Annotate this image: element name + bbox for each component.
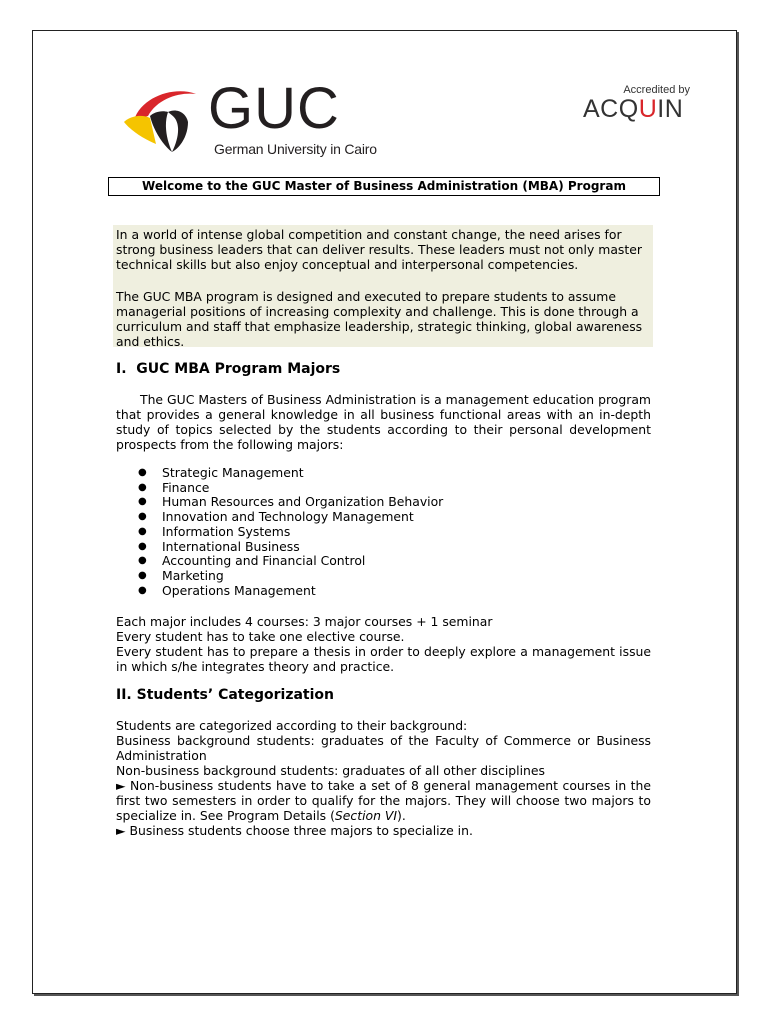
business-background-line: Business background students: graduates of the Faculty of Commerce or Business Administration xyxy=(116,733,651,763)
list-item xyxy=(116,554,616,569)
bullet-icon: ● xyxy=(138,467,147,478)
section-1-heading xyxy=(116,361,340,377)
section-2-heading xyxy=(116,687,334,703)
major-label: Information Systems xyxy=(162,523,291,539)
bullet-icon: ● xyxy=(138,584,147,596)
non-business-bullet-end: ). xyxy=(397,808,406,823)
bullet-icon: ● xyxy=(138,525,147,537)
list-item xyxy=(116,495,616,510)
categorization-intro: Students are categorized according to their background: xyxy=(116,718,468,733)
bullet-icon: ● xyxy=(138,555,147,567)
list-item xyxy=(116,525,616,540)
bullet-icon: ● xyxy=(138,496,147,508)
major-label: Strategic Management xyxy=(162,465,304,480)
bullet-icon: ● xyxy=(138,569,147,581)
acquin-part1: ACQ xyxy=(583,95,639,123)
list-item xyxy=(116,569,616,584)
major-label: International Business xyxy=(162,538,300,554)
non-business-bullet-text: ► Non-business students have to take a set of 8 general management courses in the first two semesters in order to qualify for the majors. They will choose two majors to specialize in. See Program Details ( xyxy=(116,778,651,823)
note-thesis: Every student has to prepare a thesis in order to deeply explore a management issue in which s/he integrates theory and practice. xyxy=(116,644,651,674)
major-label: Finance xyxy=(162,479,210,495)
note-elective: Every student has to take one elective course. xyxy=(116,629,405,644)
list-item xyxy=(116,584,616,599)
major-label: Operations Management xyxy=(162,582,316,598)
section-2-body xyxy=(116,718,651,838)
list-item xyxy=(116,510,616,525)
bullet-icon: ● xyxy=(138,540,147,552)
major-label: Innovation and Technology Management xyxy=(162,509,414,525)
major-label: Marketing xyxy=(162,567,224,583)
intro-paragraph-1: In a world of intense global competition and constant change, the need arises for strong business leaders that can deliver results. These leaders must not only master technical skills but also enjoy conceptual and interpersonal competencies. xyxy=(116,227,642,272)
section-reference: Section VI xyxy=(334,808,398,823)
guc-logo xyxy=(120,76,377,166)
non-business-bullet xyxy=(116,778,651,823)
acquin-logo xyxy=(582,84,692,124)
bullet-icon: ● xyxy=(138,511,147,523)
section-1-paragraph: The GUC Masters of Business Administration is a management education program that provides a general knowledge in all business functional areas with an in-depth study of topics selected by the students according to their personal development prospects from the following majors: xyxy=(116,392,651,452)
guc-logo-subtitle: German University in Cairo xyxy=(214,141,377,157)
list-item xyxy=(116,466,616,481)
non-business-background-line: Non-business background students: graduates of all other disciplines xyxy=(116,763,545,778)
acquin-highlight: U xyxy=(638,95,658,123)
accredited-by-label: Accredited by xyxy=(623,84,690,96)
section-2-number: II. xyxy=(116,687,132,703)
section-1-notes xyxy=(116,614,651,674)
major-label: Accounting and Financial Control xyxy=(162,553,366,569)
intro-box xyxy=(113,225,653,347)
welcome-title-box: Welcome to the GUC Master of Business Administration (MBA) Program xyxy=(108,177,660,196)
acquin-part2: IN xyxy=(657,95,684,123)
guc-logo-text: GUC xyxy=(208,76,340,141)
section-1-number: I. xyxy=(116,361,127,377)
list-item xyxy=(116,481,616,496)
section-2-title: Students’ Categorization xyxy=(136,687,334,703)
majors-list xyxy=(116,466,616,598)
section-1-title: GUC MBA Program Majors xyxy=(136,361,341,377)
business-bullet: ► Business students choose three majors to specialize in. xyxy=(116,823,473,838)
acquin-wordmark xyxy=(583,95,683,124)
note-courses: Each major includes 4 courses: 3 major courses + 1 seminar xyxy=(116,614,493,629)
intro-paragraph-2: The GUC MBA program is designed and executed to prepare students to assume managerial positions of increasing complexity and challenge. This is done through a curriculum and staff that emphasize leadership, strategic thinking, global awareness and ethics. xyxy=(116,289,643,349)
major-label: Human Resources and Organization Behavior xyxy=(162,494,444,510)
list-item xyxy=(116,540,616,555)
guc-emblem-icon xyxy=(120,86,210,158)
bullet-icon: ● xyxy=(138,481,147,493)
